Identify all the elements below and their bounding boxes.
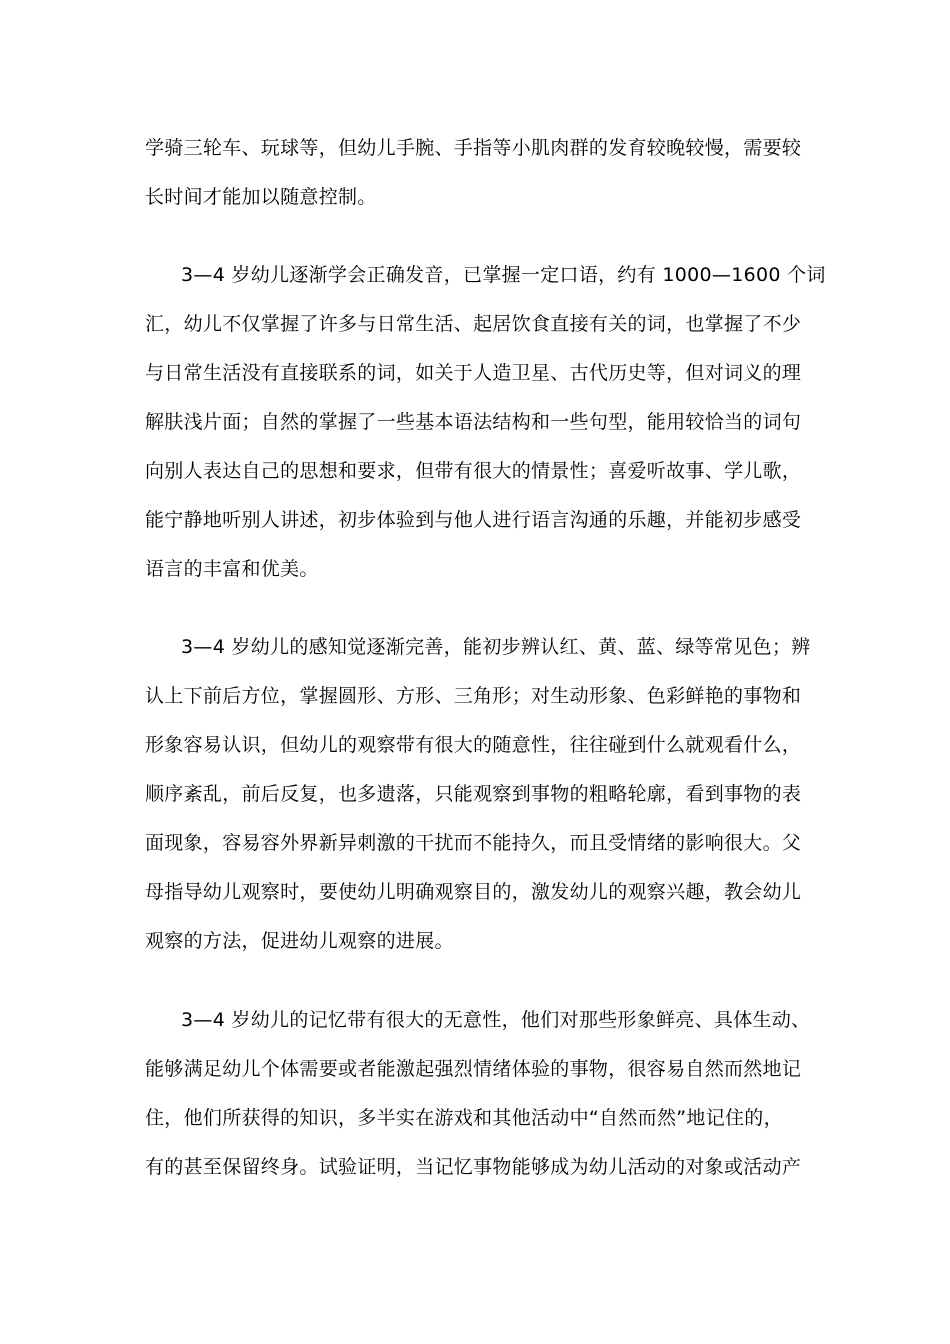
paragraph-2 [145,251,826,594]
paragraph-line: 解肤浅片面；自然的掌握了一些基本语法结构和一些句型，能用较恰当的词句 [145,411,802,433]
paragraph-line: 母指导幼儿观察时，要使幼儿明确观察目的，激发幼儿的观察兴趣，教会幼儿 [145,881,802,903]
paragraph-line: 语言的丰富和优美。 [145,558,319,580]
paragraph-line: 认上下前后方位，掌握圆形、方形、三角形；对生动形象、色彩鲜艳的事物和 [145,685,802,707]
paragraph-line: 3—4 岁幼儿的记忆带有很大的无意性，他们对那些形象鲜亮、具体生动、 [181,1009,811,1031]
paragraph-line: 长时间才能加以随意控制。 [145,186,377,208]
paragraph-line: 向别人表达自己的思想和要求，但带有很大的情景性；喜爱听故事、学儿歌， [145,460,802,482]
paragraph-line: 汇，幼儿不仅掌握了许多与日常生活、起居饮食直接有关的词，也掌握了不少 [145,313,802,335]
paragraph-line: 3—4 岁幼儿逐渐学会正确发音，已掌握一定口语，约有 1000—1600 个词 [181,264,826,286]
paragraph-line: 观察的方法，促进幼儿观察的进展。 [145,930,454,952]
paragraph-4 [145,996,811,1192]
paragraph-1 [145,124,805,222]
paragraph-line: 有的甚至保留终身。试验证明，当记忆事物能够成为幼儿活动的对象或活动产 [145,1156,802,1178]
paragraph-line: 形象容易认识，但幼儿的观察带有很大的随意性，往往碰到什么就观看什么， [145,734,802,756]
paragraph-line: 与日常生活没有直接联系的词，如关于人造卫星、古代历史等，但对词义的理 [145,362,802,384]
paragraph-3 [145,623,811,966]
paragraph-line: 住，他们所获得的知识，多半实在游戏和其他活动中“自然而然”地记住的， [145,1107,783,1129]
paragraph-line: 能宁静地听别人讲述，初步体验到与他人进行语言沟通的乐趣，并能初步感受 [145,509,802,531]
paragraph-line: 能够满足幼儿个体需要或者能激起强烈情绪体验的事物，很容易自然而然地记 [145,1058,802,1080]
paragraph-line: 学骑三轮车、玩球等，但幼儿手腕、手指等小肌肉群的发育较晚较慢，需要较 [145,137,802,159]
paragraph-line: 顺序紊乱，前后反复，也多遗落，只能观察到事物的粗略轮廓，看到事物的表 [145,783,802,805]
paragraph-line: 面现象，容易容外界新异刺激的干扰而不能持久，而且受情绪的影响很大。父 [145,832,802,854]
paragraph-line: 3—4 岁幼儿的感知觉逐渐完善，能初步辨认红、黄、蓝、绿等常见色；辨 [181,636,811,658]
